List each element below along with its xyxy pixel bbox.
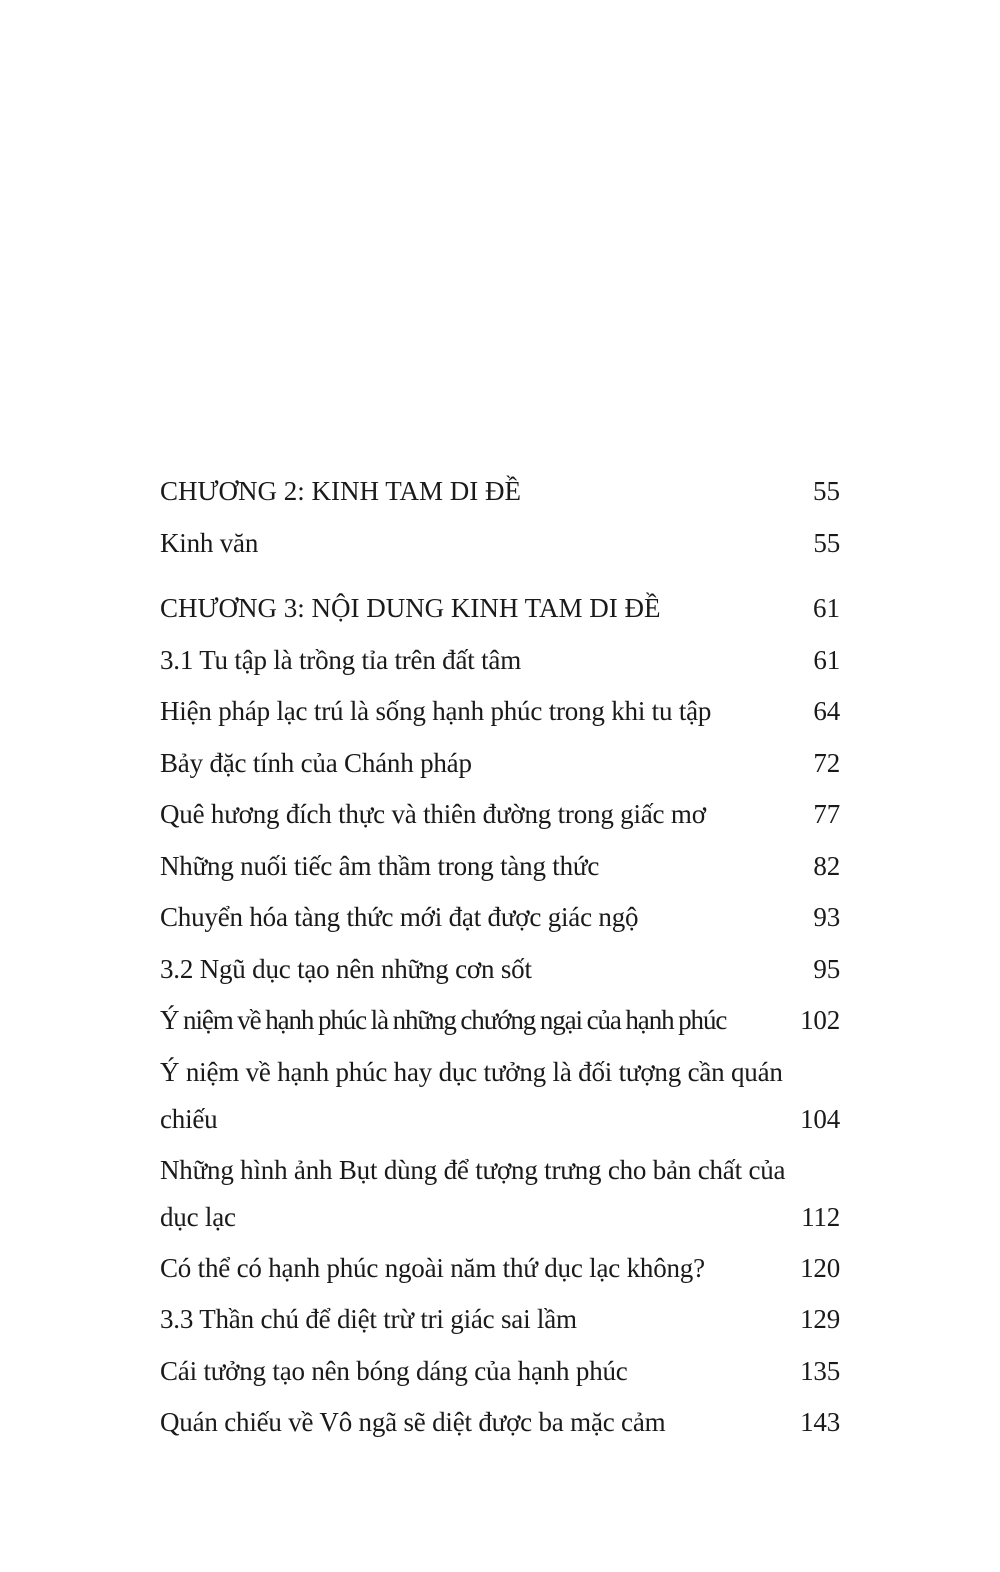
toc-entry-page: 61 [813,593,840,623]
toc-entry-title: Bảy đặc tính của Chánh pháp [160,747,472,778]
toc-entry [160,1294,840,1346]
toc-entry-page: 72 [813,747,840,778]
toc-entry-title: 3.1 Tu tập là trồng tỉa trên đất tâm [160,644,522,675]
toc-entry-page: 135 [800,1355,840,1386]
toc-entry [160,944,840,996]
toc-entry [160,738,840,790]
toc-entry-page: 104 [800,1103,840,1134]
toc-entry-page: 93 [813,902,840,932]
toc-entry-title: Ý niệm về hạnh phúc hay dục tưởng là đối tượng cần quán chiếu [160,1056,783,1134]
toc-entry-page: 64 [813,696,840,726]
toc-entry-page: 61 [813,644,840,675]
toc-entry [160,686,840,738]
toc-entry-page: 55 [813,527,840,558]
toc-entry-title: CHƯƠNG 2: KINH TAM DI ĐỀ [160,476,522,506]
toc-entry-title: Kinh văn [160,527,259,558]
table-of-contents [160,466,840,1449]
toc-entry [160,1145,840,1243]
toc-entry-page: 112 [801,1201,840,1232]
toc-entry-page: 143 [800,1407,840,1437]
toc-entry-page: 129 [800,1304,840,1334]
toc-entry-title: 3.3 Thần chú để diệt trừ tri giác sai lầm [160,1304,577,1334]
toc-entry [160,635,840,687]
toc-entry [160,789,840,841]
toc-entry [160,1397,840,1449]
toc-entry-title: Quán chiếu về Vô ngã sẽ diệt được ba mặc cảm [160,1407,666,1437]
toc-entry-chapter-2 [160,466,840,518]
toc-entry-title: Ý niệm về hạnh phúc là những chướng ngại của hạnh phúc [160,1005,727,1035]
toc-entry [160,995,840,1047]
toc-entry-page: 102 [800,1005,840,1035]
toc-entry-title: Quê hương đích thực và thiên đường trong giấc mơ [160,799,706,829]
toc-entry [160,1346,840,1398]
toc-entry-title: CHƯƠNG 3: NỘI DUNG KINH TAM DI ĐỀ [160,593,661,623]
toc-entry [160,518,840,570]
toc-entry-title: Có thể có hạnh phúc ngoài năm thứ dục lạc không? [160,1252,705,1283]
toc-entry [160,892,840,944]
toc-entry-page: 95 [813,953,840,984]
toc-entry-title: Cái tưởng tạo nên bóng dáng của hạnh phúc [160,1355,628,1386]
toc-entry-chapter-3 [160,583,840,635]
toc-entry-page: 82 [813,850,840,881]
toc-entry [160,1243,840,1295]
toc-entry-page: 77 [813,799,840,829]
toc-entry [160,841,840,893]
toc-entry [160,1047,840,1145]
toc-entry-page: 120 [800,1252,840,1283]
toc-entry-title: Những hình ảnh Bụt dùng để tượng trưng cho bản chất của dục lạc [160,1154,786,1232]
toc-entry-title: Hiện pháp lạc trú là sống hạnh phúc trong khi tu tập [160,696,712,726]
toc-entry-title: Chuyển hóa tàng thức mới đạt được giác ngộ [160,902,639,932]
toc-entry-page: 55 [813,476,840,506]
toc-entry-title: 3.2 Ngũ dục tạo nên những cơn sốt [160,953,532,984]
toc-entry-title: Những nuối tiếc âm thầm trong tàng thức [160,850,600,881]
